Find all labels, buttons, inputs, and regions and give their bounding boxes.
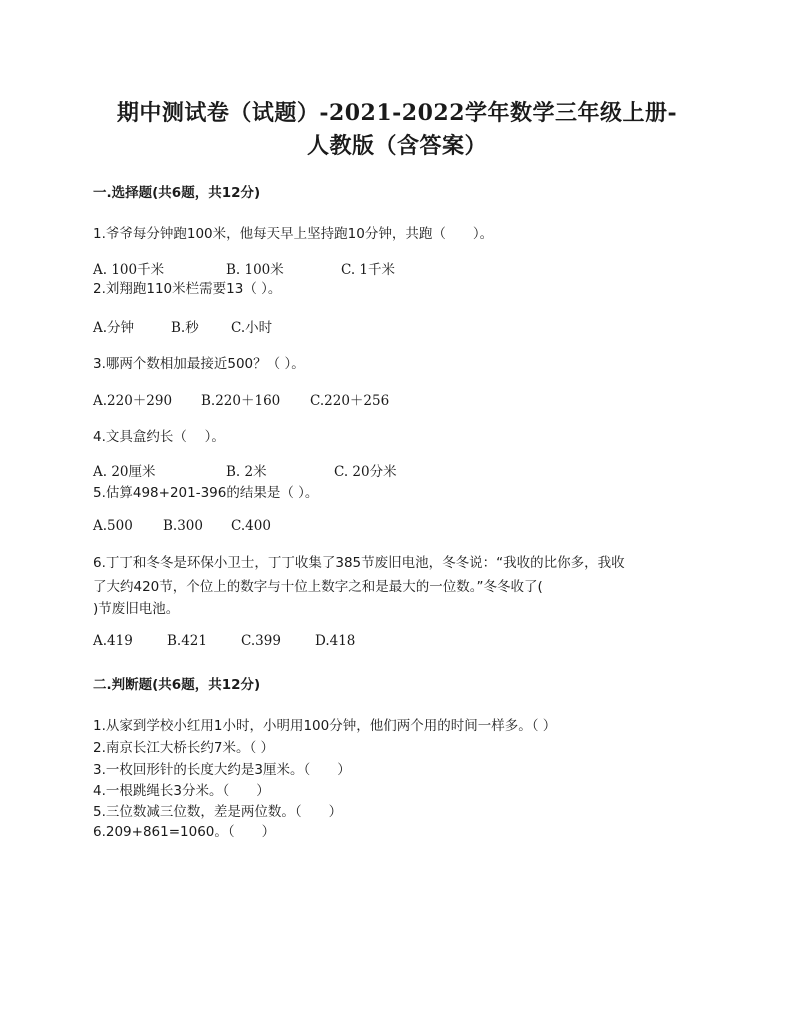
question-3-option-a: A.220＋290 <box>93 393 173 409</box>
question-2-option-a: A.分钟 <box>93 320 135 336</box>
question-2-option-c: C.小时 <box>231 320 273 336</box>
question-5-option-a: A.500 <box>93 518 133 534</box>
question-4-stem: 4.文具盒约长（ ）。 <box>93 429 225 445</box>
question-5-option-b: B.300 <box>163 518 203 534</box>
section1-heading: 一.选择题(共6题，共12分) <box>93 185 261 201</box>
page-title-line1: 期中测试卷（试题）-2021-2022学年数学三年级上册- <box>116 100 678 126</box>
question-5-option-c: C.400 <box>231 518 271 534</box>
question-6-option-c: C.399 <box>241 633 281 649</box>
question-4-option-b: B. 2米 <box>226 464 267 480</box>
section2-heading: 二.判断题(共6题，共12分) <box>93 677 261 693</box>
question-3-option-b: B.220＋160 <box>201 393 281 409</box>
page-title-line2: 人教版（含答案） <box>306 133 487 159</box>
question-6-option-a: A.419 <box>93 633 133 649</box>
judgement-item-1: 1.从家到学校小红用1小时，小明用100分钟，他们两个用的时间一样多。（ ） <box>93 718 557 734</box>
question-6-stem-line2: 了大约420节，个位上的数字与十位上数字之和是最大的一位数。”冬冬收了( <box>93 579 543 595</box>
judgement-item-3: 3.一枚回形针的长度大约是3厘米。（ ） <box>93 762 351 778</box>
question-4-option-c: C. 20分米 <box>334 464 397 480</box>
judgement-item-4: 4.一根跳绳长3分米。（ ） <box>93 783 270 799</box>
judgement-item-6: 6.209+861=1060。（ ） <box>93 824 276 840</box>
question-1-option-a: A. 100千米 <box>93 262 165 278</box>
question-3-option-c: C.220＋256 <box>310 393 390 409</box>
question-1-option-c: C. 1千米 <box>341 262 396 278</box>
question-2-option-b: B.秒 <box>171 320 199 336</box>
question-6-stem-line1: 6.丁丁和冬冬是环保小卫士，丁丁收集了385节废旧电池，冬冬说：“我收的比你多，我收 <box>93 555 625 571</box>
question-1-option-b: B. 100米 <box>226 262 284 278</box>
question-6-option-d: D.418 <box>315 633 356 649</box>
question-2-stem: 2.刘翔跑110米栏需要13（ ）。 <box>93 281 282 297</box>
question-6-option-b: B.421 <box>167 633 207 649</box>
question-3-stem: 3.哪两个数相加最接近500？（ ）。 <box>93 356 305 372</box>
question-5-stem: 5.估算498+201-396的结果是（ ）。 <box>93 485 319 501</box>
judgement-item-2: 2.南京长江大桥长约7米。（ ） <box>93 740 275 756</box>
question-1-stem: 1.爷爷每分钟跑100米，他每天早上坚持跑10分钟，共跑（ ）。 <box>93 226 494 242</box>
question-4-option-a: A. 20厘米 <box>93 464 156 480</box>
question-6-stem-line3: )节废旧电池。 <box>93 601 180 617</box>
judgement-item-5: 5.三位数减三位数，差是两位数。（ ） <box>93 804 343 820</box>
